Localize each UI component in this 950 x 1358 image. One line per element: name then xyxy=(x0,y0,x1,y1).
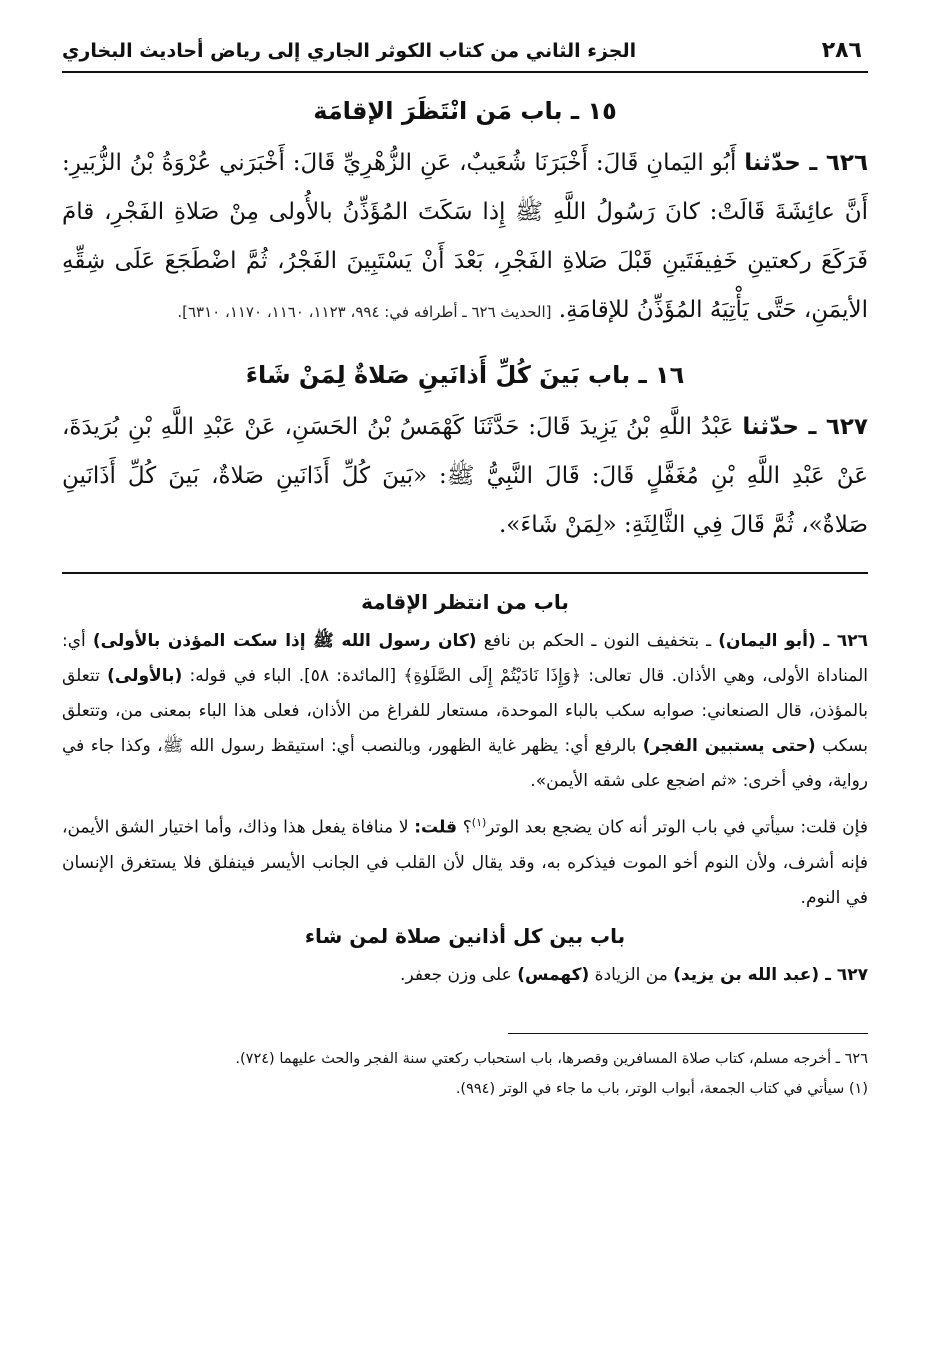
chapter-title: ١٥ ـ باب مَن انْتَظَرَ الإقامَة xyxy=(313,97,617,125)
commentary-quote: (حتى يستبين الفجر) xyxy=(642,736,816,756)
commentary-number: ٦٢٧ ـ xyxy=(819,964,868,985)
hadith-references: [الحديث ٦٢٦ ـ أطرافه في: ٩٩٤، ١١٢٣، ١١٦٠، ١١٧٠، ٦٣١٠]. xyxy=(177,303,552,321)
footnote-rule xyxy=(508,1033,868,1034)
commentary-text: على وزن جعفر. xyxy=(400,964,518,985)
commentary-text: من الزيادة xyxy=(589,964,674,985)
commentary-quote: قلت: xyxy=(414,817,458,838)
commentary-title: باب بين كل أذانين صلاة لمن شاء xyxy=(304,923,626,948)
commentary-quote: (بالأولى) xyxy=(107,666,183,686)
running-title: الجزء الثاني من كتاب الكوثر الجاري إلى رياض أحاديث البخاري xyxy=(62,40,637,62)
page-number: ٢٨٦ xyxy=(821,38,862,63)
commentary-text: تتعلق بالمؤذن، قال الصنعاني: صوابه سكب بالباء الموحدة، مستعار للفراغ من الأذان، فعلى هذا الباء بمعنى من، وتتعلق بسكب xyxy=(62,666,869,756)
commentary-number: ٦٢٦ ـ xyxy=(815,631,868,651)
commentary-quote: (أبو اليمان) xyxy=(718,631,816,651)
hadith-text xyxy=(62,403,868,550)
commentary-quote: (عبد الله بن يزيد) xyxy=(673,964,820,985)
hadith-body: عَبْدُ اللَّهِ بْنُ يَزِيدَ قَالَ: حَدَّثَنَا كَهْمَسُ بْنُ الحَسَنِ، عَنْ عَبْدِ اللَّهِ بْنِ بُرَيدَةَ، عَنْ عَبْدِ اللَّهِ بْنِ مُغَفَّلٍ قَالَ: قَالَ النَّبِيُّ ﷺ: «بَينَ كُلِّ أَذَانَينِ صَلاةٌ، بَينَ كُلِّ أَذَانَينِ صَلاةٌ»، ثُمَّ قَالَ فِي الثَّالِثَةِ: «لِمَنْ شَاءَ». xyxy=(62,414,868,538)
commentary-text: ـ بتخفيف النون ـ الحكم بن نافع xyxy=(476,631,719,651)
footnote: ٦٢٦ ـ أخرجه مسلم، كتاب صلاة المسافرين وقصرها، باب استحباب ركعتي سنة الفجر والحث عليهما (٧٢٤). xyxy=(235,1050,868,1067)
footnote: (١) سيأتي في كتاب الجمعة، أبواب الوتر، باب ما جاء في الوتر (٩٩٤). xyxy=(455,1080,868,1097)
commentary-paragraph xyxy=(62,958,868,993)
chapter-title: ١٦ ـ باب بَينَ كُلِّ أَذانَينِ صَلاةٌ لِمَنْ شَاءَ xyxy=(245,361,685,389)
book-page xyxy=(62,38,868,1358)
commentary-text: أي: المناداة الأولى، وهي الأذان. قال تعالى: ﴿وَإِذَا نَادَيْتُمْ إِلَى الصَّلَوٰةِ﴾ [المائدة: ٥٨]. الباء في قوله: xyxy=(62,631,868,686)
hadith-text xyxy=(62,139,868,337)
commentary-text: بالرفع أي: يظهر غاية الظهور، وبالنصب أي: استيقظ رسول الله ﷺ، وكذا جاء في رواية، وفي أخرى: «ثم اضجع على شقه الأيمن». xyxy=(62,736,868,791)
hadith-label: ٦٢٦ ـ حدّثنا xyxy=(744,150,868,176)
commentary-paragraph xyxy=(62,805,868,916)
commentary-quote: (كهمس) xyxy=(517,964,590,985)
commentary-paragraph xyxy=(62,624,868,799)
footnote-marker[interactable]: (١) xyxy=(471,816,487,829)
hadith-label: ٦٢٧ ـ حدّثنا xyxy=(742,414,868,440)
commentary-quote: (كان رسول الله ﷺ إذا سكت المؤذن بالأولى) xyxy=(92,631,477,651)
commentary-text: فإن قلت: سيأتي في باب الوتر أنه كان يضجع بعد الوتر xyxy=(486,817,868,838)
commentary-text: لا منافاة يفعل هذا وذاك، وأما اختيار الشق الأيمن، فإنه أشرف، ولأن النوم أخو الموت فيذكره به، وقد يقال لأن القلب في الجانب الأيسر فينفلق فلا يستغرق الإنسان في النوم. xyxy=(62,817,868,908)
page-header xyxy=(62,38,868,73)
hadith-body: أَبُو اليَمانِ قَالَ: أَخْبَرَنَا شُعَيبٌ، عَنِ الزُّهْرِيِّ قَالَ: أَخْبَرَني عُرْوَةُ بْنُ الزُّبَيرِ: أَنَّ عائِشَةَ قَالَتْ: كانَ رَسُولُ اللَّهِ ﷺ إِذا سَكَتَ المُؤَذِّنُ بالأُولى مِنْ صَلاةِ الفَجْرِ، قامَ فَرَكَعَ ركعتينِ خَفِيفَتَينِ قَبْلَ صَلاةِ الفَجْرِ، بَعْدَ أَنْ يَسْتَبِينَ الفَجْرُ، ثُمَّ اضْطَجَعَ عَلَى شِقِّهِ الأيمَنِ، حَتَّى يَأْتِيَهُ المُؤَذِّنُ للإقامَةِ. xyxy=(62,150,868,323)
commentary-text: ؟ xyxy=(457,817,472,838)
section-divider xyxy=(62,572,868,574)
commentary-title: باب من انتظر الإقامة xyxy=(361,590,569,614)
